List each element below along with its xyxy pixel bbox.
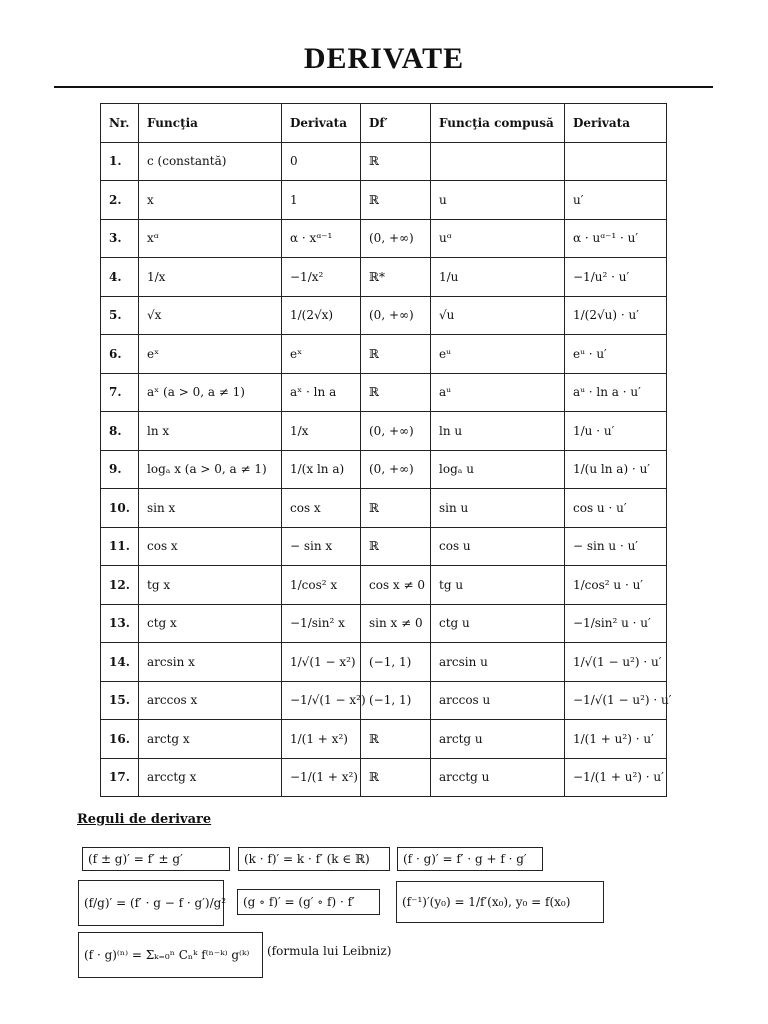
cell-composite-derivative: eᵘ · u′ [565,335,667,374]
header-function: Funcţia [139,104,282,143]
table-row [101,335,667,374]
cell-derivative: − sin x [282,527,361,566]
cell-composite-derivative [565,142,667,181]
cell-composite-derivative: 1/(1 + u²) · u′ [565,720,667,759]
cell-function: arcctg x [139,758,282,797]
table-row [101,643,667,682]
cell-domain: ℝ [361,489,431,528]
cell-derivative: 1/cos² x [282,566,361,605]
cell-domain: (−1, 1) [361,643,431,682]
cell-function: arctg x [139,720,282,759]
cell-domain: ℝ [361,720,431,759]
cell-nr: 1. [101,142,139,181]
rules-heading: Reguli de derivare [77,812,212,827]
table-row [101,566,667,605]
cell-composite-function: ctg u [431,604,565,643]
cell-derivative: 1 [282,181,361,220]
cell-composite-function: 1/u [431,258,565,297]
table-row [101,489,667,528]
cell-derivative: 0 [282,142,361,181]
cell-composite-function: aᵘ [431,373,565,412]
cell-domain: (−1, 1) [361,681,431,720]
cell-function: ln x [139,412,282,451]
cell-domain: cos x ≠ 0 [361,566,431,605]
cell-nr: 16. [101,720,139,759]
cell-composite-derivative: 1/u · u′ [565,412,667,451]
header-derivative: Derivata [282,104,361,143]
cell-composite-function: arccos u [431,681,565,720]
cell-derivative: aˣ · ln a [282,373,361,412]
cell-derivative: 1/(1 + x²) [282,720,361,759]
table-row [101,296,667,335]
table-header-row [101,104,667,143]
cell-domain: ℝ [361,181,431,220]
derivatives-table [100,103,672,797]
cell-derivative: cos x [282,489,361,528]
table-row [101,604,667,643]
cell-nr: 12. [101,566,139,605]
cell-function: logₐ x (a > 0, a ≠ 1) [139,450,282,489]
rule-scalar: (k · f)′ = k · f′ (k ∈ ℝ) [238,847,390,871]
cell-nr: 9. [101,450,139,489]
cell-domain: ℝ [361,527,431,566]
cell-domain: sin x ≠ 0 [361,604,431,643]
rule-product: (f · g)′ = f′ · g + f · g′ [397,847,543,871]
cell-domain: ℝ [361,335,431,374]
leibniz-note: (formula lui Leibniz) [267,944,392,958]
rule-sum: (f ± g)′ = f′ ± g′ [82,847,230,871]
cell-composite-derivative: 1/(2√u) · u′ [565,296,667,335]
cell-derivative: 1/(x ln a) [282,450,361,489]
table-row [101,527,667,566]
rule-composition: (g ∘ f)′ = (g′ ∘ f) · f′ [237,889,380,915]
cell-domain: ℝ [361,142,431,181]
cell-domain: (0, +∞) [361,219,431,258]
cell-derivative: −1/√(1 − x²) [282,681,361,720]
cell-derivative: −1/x² [282,258,361,297]
cell-function: ctg x [139,604,282,643]
cell-composite-derivative: u′ [565,181,667,220]
cell-function: 1/x [139,258,282,297]
cell-domain: (0, +∞) [361,450,431,489]
cell-composite-derivative: 1/cos² u · u′ [565,566,667,605]
cell-nr: 10. [101,489,139,528]
cell-function: x [139,181,282,220]
cell-nr: 8. [101,412,139,451]
cell-function: sin x [139,489,282,528]
cell-domain: (0, +∞) [361,412,431,451]
table-row [101,373,667,412]
cell-composite-derivative: −1/√(1 − u²) · u′ [565,681,667,720]
cell-function: cos x [139,527,282,566]
header-domain: Df′ [361,104,431,143]
rule-leibniz: (f · g)⁽ⁿ⁾ = Σₖ₌₀ⁿ Cₙᵏ f⁽ⁿ⁻ᵏ⁾ g⁽ᵏ⁾ [78,932,263,978]
cell-function: aˣ (a > 0, a ≠ 1) [139,373,282,412]
cell-nr: 6. [101,335,139,374]
cell-nr: 15. [101,681,139,720]
cell-nr: 13. [101,604,139,643]
cell-composite-derivative: aᵘ · ln a · u′ [565,373,667,412]
header-composite-function: Funcţia compusă [431,104,565,143]
cell-composite-derivative: − sin u · u′ [565,527,667,566]
rule-inverse: (f⁻¹)′(y₀) = 1/f′(x₀), y₀ = f(x₀) [396,881,604,923]
cell-composite-function: cos u [431,527,565,566]
table-row [101,142,667,181]
cell-function: tg x [139,566,282,605]
cell-composite-function: sin u [431,489,565,528]
table-row [101,219,667,258]
cell-function: arcsin x [139,643,282,682]
cell-function: √x [139,296,282,335]
cell-composite-derivative: cos u · u′ [565,489,667,528]
cell-nr: 17. [101,758,139,797]
table-row [101,258,667,297]
cell-nr: 14. [101,643,139,682]
cell-composite-function: arcsin u [431,643,565,682]
cell-nr: 7. [101,373,139,412]
cell-composite-derivative: 1/√(1 − u²) · u′ [565,643,667,682]
cell-derivative: eˣ [282,335,361,374]
cell-function: eˣ [139,335,282,374]
cell-domain: ℝ* [361,258,431,297]
cell-composite-function: ln u [431,412,565,451]
cell-composite-derivative: −1/(1 + u²) · u′ [565,758,667,797]
cell-composite-derivative: 1/(u ln a) · u′ [565,450,667,489]
cell-function: arccos x [139,681,282,720]
cell-derivative: 1/(2√x) [282,296,361,335]
cell-derivative: 1/√(1 − x²) [282,643,361,682]
cell-domain: (0, +∞) [361,296,431,335]
cell-function: xᵅ [139,219,282,258]
page-title: DERIVATE [303,42,465,75]
table-body [101,142,672,797]
cell-derivative: −1/sin² x [282,604,361,643]
cell-composite-derivative: α · uᵅ⁻¹ · u′ [565,219,667,258]
cell-composite-function [431,142,565,181]
cell-derivative: 1/x [282,412,361,451]
cell-composite-derivative: −1/sin² u · u′ [565,604,667,643]
header-nr: Nr. [101,104,139,143]
cell-composite-function: uᵅ [431,219,565,258]
cell-nr: 3. [101,219,139,258]
cell-composite-function: u [431,181,565,220]
cell-domain: ℝ [361,373,431,412]
header-composite-derivative: Derivata [565,104,667,143]
cell-composite-function: arcctg u [431,758,565,797]
cell-derivative: −1/(1 + x²) [282,758,361,797]
cell-composite-function: √u [431,296,565,335]
table-row [101,720,667,759]
cell-composite-function: arctg u [431,720,565,759]
cell-nr: 5. [101,296,139,335]
title-divider [54,86,713,88]
cell-nr: 4. [101,258,139,297]
cell-derivative: α · xᵅ⁻¹ [282,219,361,258]
cell-composite-derivative: −1/u² · u′ [565,258,667,297]
table-row [101,758,667,797]
cell-composite-function: eᵘ [431,335,565,374]
table-row [101,181,667,220]
cell-nr: 2. [101,181,139,220]
cell-nr: 11. [101,527,139,566]
cell-composite-function: logₐ u [431,450,565,489]
table-row [101,412,667,451]
cell-function: c (constantă) [139,142,282,181]
table-row [101,450,667,489]
table-row [101,681,667,720]
rule-quotient: (f/g)′ = (f′ · g − f · g′)/g² [78,880,224,926]
cell-domain: ℝ [361,758,431,797]
cell-composite-function: tg u [431,566,565,605]
